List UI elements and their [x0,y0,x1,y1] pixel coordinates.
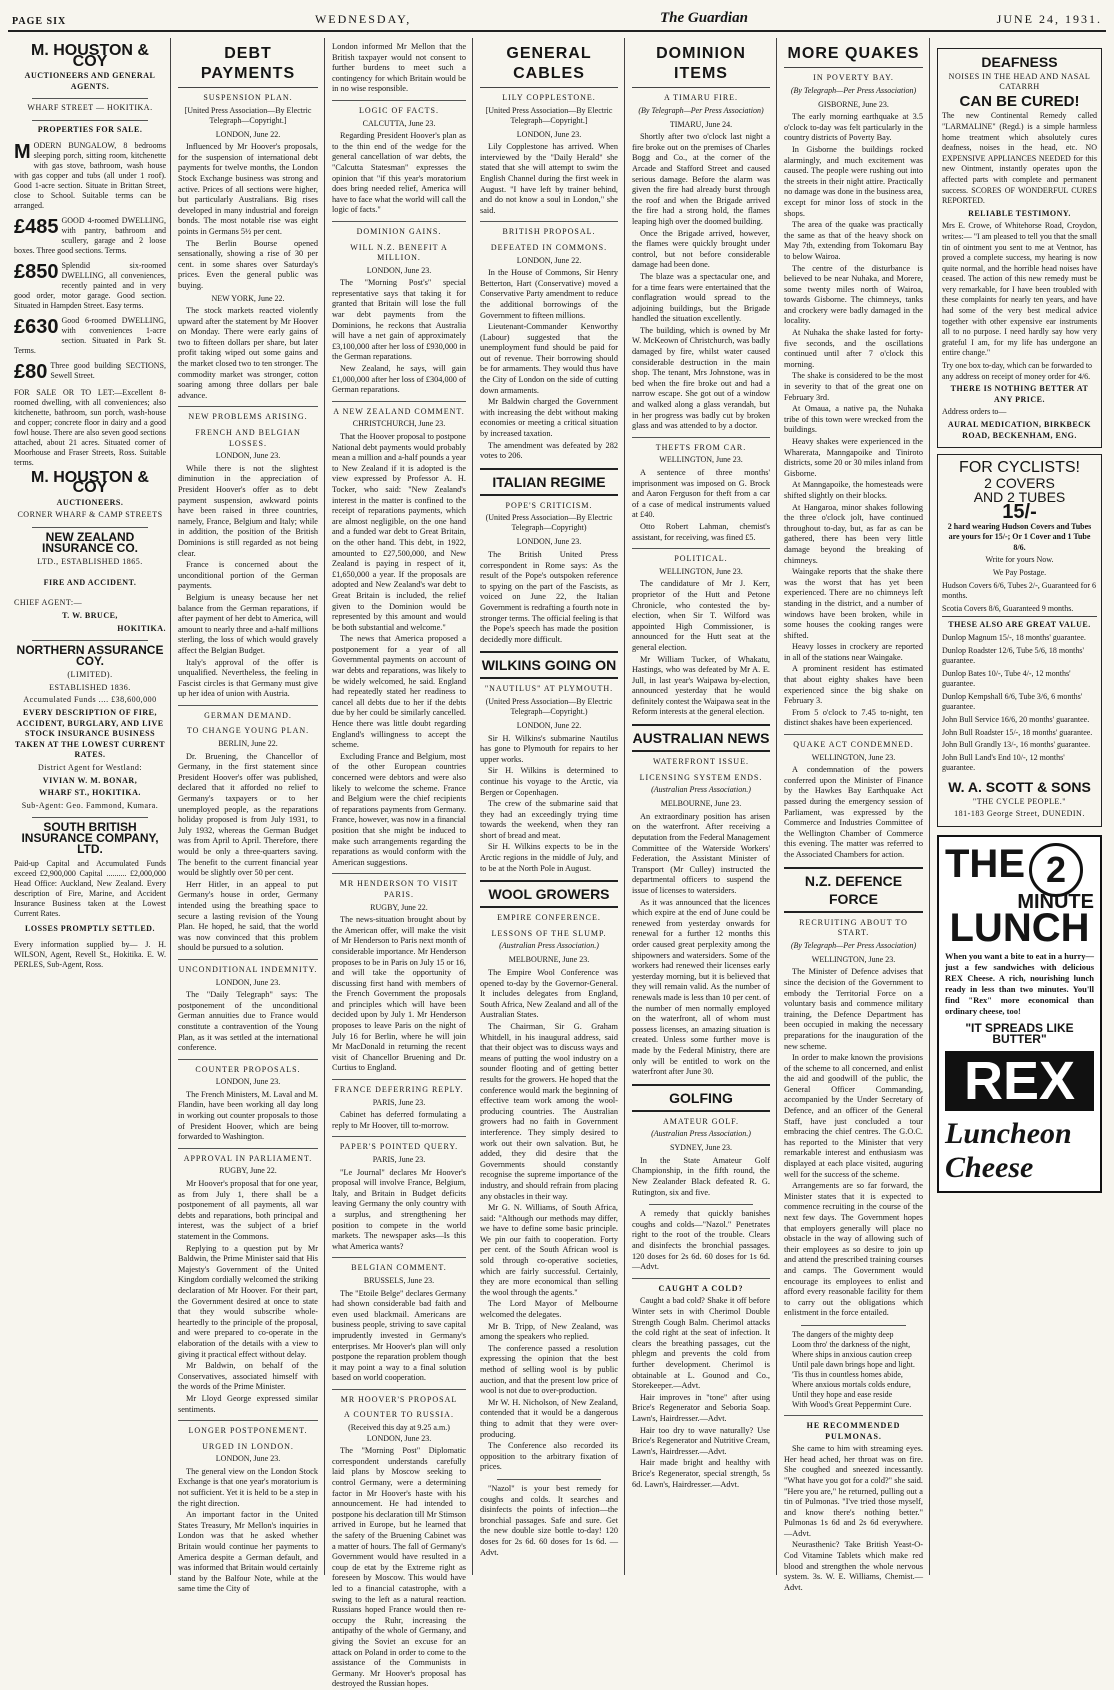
column-dominion-items [628,42,774,1575]
paragraph: Once the Brigade arrived, however, the flames were quickly brought under control, but not before considerable damage had been done. [632,228,770,270]
property-listing: £850 Splendid six-roomed DWELLING, all conveniences, recently painted and in very good order, motor garage. Good section. Situated in Hampden Street. Easy terms. [14,260,166,310]
page-number: PAGE SIX [12,16,67,27]
dateline: (Received this day at 9.25 a.m.) LONDON, June 23. [348,1423,450,1443]
article-subhead: SUSPENSION PLAN. [203,93,293,102]
cyclists-description: 2 hard wearing Hudson Covers and Tubes are yours for 15/-; Or 1 Cover and 1 Tube 8/6. [947,521,1092,552]
dateline: RUGBY, June 22. [370,902,428,912]
south-british-losses: LOSSES PROMPTLY SETTLED. [25,924,155,934]
houston-subtitle-2: AUCTIONEERS. [56,497,124,507]
south-british-heading: SOUTH BRITISH INSURANCE COMPANY, LTD. [21,820,159,856]
paragraph: The blaze was a spectacular one, and for a time fears were entertained that the conflagration would spread to the adjoining buildings, but the Brigade handled the situation excellently. [632,271,770,324]
cyclists-tyre-item: John Bull Land's End 10/-, 12 months' guarantee. [942,752,1065,773]
paragraph: Sir H. Wilkins is determined to continue his voyage to the Arctic, via Bergen or Copenhagen. [480,766,618,797]
column-debt-payments [174,42,322,1594]
cyclists-great-value: THESE ALSO ARE GREAT VALUE. [942,616,1097,631]
article-subhead: IN POVERTY BAY. [813,73,894,82]
paragraph: The area of the quake was practically the same as that of the heavy shock on May 7th, extending from Tokomaru Bay to below Wairoa. [784,220,923,261]
dateline: WELLINGTON, June 23. [659,455,743,465]
property-listing: £630 Good 6-roomed DWELLING, with conveniences 1-acre section. Situated in Park St. Terms. [14,315,166,355]
advertisement-text: Hair too dry to wave naturally? Use Brice's Regenerator and Nutritive Cream, Lawn's, Hairdresser.—Advt. [632,1425,770,1456]
cyclists-tyre-item: John Bull Grandly 13/-, 16 months' guarantee. [942,740,1091,750]
dateline: WELLINGTON, June 23. [811,752,896,762]
verse-line: With Wood's Great Peppermint Cure. [792,1399,912,1409]
paragraph: Mr William Tucker, of Whakatu, Hastings, who was defeated by Mr A. E. Jull, in last year's Waipawa by-election, announced yesterday that he would definitely contest the Waipawa seat in the Reform interests at the general election. [632,654,770,717]
paragraph: A prominent resident has estimated that about eighty shakes have been experienced since the big shake on February 3. [784,664,923,706]
dateline: TIMARU, June 24. [669,119,733,129]
rex-spreads: "IT SPREADS LIKE BUTTER" [965,1021,1074,1046]
article-subhead: RECRUITING ABOUT TO START. [799,917,908,938]
cyclists-covers: 2 COVERS [984,474,1055,491]
column-more-quakes [780,42,927,1592]
paragraph: The Minister of Defence advises that since the decision of the Government to embody the Territorial Force on a voluntary basis and commence military training, the Defence Department has been occupied in making the necessary preparations for the inauguration of the new scheme. [784,967,923,1051]
deafness-try: Try one box to-day, which can be forwarded to any address on receipt of money order for 4/6. [942,361,1093,381]
dateline: WELLINGTON, June 23. [811,954,896,964]
dateline: WELLINGTON, June 23. [659,566,743,576]
dateline: BERLIN, June 22. [218,739,278,749]
paragraph: London informed Mr Mellon that the British taxpayer would not consent to further burdens to meet such a contingency for which Britain would be in no wise responsible. [332,42,466,94]
dateline: MELBOURNE, June 23. [508,955,590,965]
paragraph: Belgium is uneasy because her net balance from the German reparations, if after payment of her debt to America, will amount to nearly three and a-half millions sterling, the loss of which would gravely affect the Belgian Budget. [178,592,318,655]
article-subhead: A NEW ZEALAND COMMENT. [332,401,466,418]
dateline: LONDON, June 23. [215,977,281,987]
clock-icon [1029,843,1083,897]
dateline: LONDON, June 22. [215,129,281,139]
scott-heading: W. A. SCOTT & SONS [948,779,1091,796]
paragraph: Mr Baldwin charged the Government with increasing the debt without making economies or meeting a critical situation by increased taxation. [480,397,618,439]
property-listing: £485 GOOD 4-roomed DWELLING, with pantry, bathroom and scullery, garage and 2 loose boxes. Three good sections. Terms. [14,215,166,255]
dateline: LONDON, June 22. [516,720,582,730]
property-listing: £80 Three good building SECTIONS, Sewell Street. [14,360,166,383]
deafness-reliable: RELIABLE TESTIMONY. [968,208,1071,218]
paragraph: Dr. Bruening, the Chancellor of Germany, in the first statement since President Hoover's offer was published, declared that it afforded no relief to Germany's taxpayers or to her unemployed people, as the reparations holiday proposed is from July 1931, to July 1932, whereas the German Budget was from April to April. Therefore, there would be only a three-quarters saving. The benefit to the current financial year would be slightly over 50 per cent. [178,751,318,878]
cyclists-ad [937,454,1102,827]
south-british-capital: Paid-up Capital and Accumulated Funds exceed £2,900,000 Capital .......... £2,000,000 Head Office: Auckland, New Zealand. Every description of Fire, Marine, and Accident Insurance Business taken at the Lowest Current Rates. [14,859,166,919]
article-subhead: LOGIC OF FACTS. [332,100,466,117]
houston-heading: M. HOUSTON & COY [31,42,149,70]
paragraph: New Zealand, he says, will gain £1,000,000 after her loss of £304,000 of German reparations. [332,364,466,395]
paragraph: Lieutenant-Commander Kenworthy (Labour) suggested that the unemployment fund should be paid for out of revenue. Their borrowing should be for armaments. They would thus have the City of London on the side of cutting down armaments. [480,322,618,395]
dateline: BRUSSELS, June 23. [363,1275,435,1285]
paragraph: The shake is considered to be the most in severity to that of the great one on February 3rd. [784,371,923,402]
article-subhead: MR HENDERSON TO VISIT PARIS. [332,873,466,900]
paragraph: Shortly after two o'clock last night a fire broke out on the premises of Charles Bogg and Co., at the corner of the Arcade and Stafford Street and caused serious damage. Before the alarm was given the fire had already burst through the roof and when the Brigade arrived the fire had a strong hold, the flames leaping high over the doomed building. [632,132,770,226]
northern-district-label: District Agent for Westland: [37,763,143,773]
paragraph: Cabinet has deferred formulating a reply to Mr Hoover, till to-morrow. [332,1110,466,1130]
verse-line: Where anxious mortals colds endure, [792,1379,911,1389]
deafness-address: AURAL MEDICATION, BIRKBECK ROAD, BECKENHAM, ENG. [947,420,1092,440]
houston-address-2: CORNER WHARF & CAMP STREETS [17,510,163,520]
paragraph: "Le Journal" declares Mr Hoover's proposal will involve France, Belgium, Italy, and Britain in Budget deficits leaving Germany the only country with a surplus, and strengthening her position to compete in the world markets. The newspaper asks—Is this what America wants? [332,1167,466,1251]
houston-address: WHARF STREET — HOKITIKA. [27,103,153,113]
paragraph: At Manngapoike, the homesteads were shifted slightly on their blocks. [784,480,923,500]
paragraph: The Empire Wool Conference was opened to-day by the Governor-General. It includes delegates from England, South Africa, New Zealand and all of the Australian States. [480,968,618,1020]
article-subhead: MR HOOVER'S PROPOSAL [332,1389,466,1406]
paragraph: Replying to a question put by Mr Baldwin, the Prime Minister said that His Majesty's Government of the United Kingdom cordially welcomed the striking declaration of Mr Hoover. For their part, the Government desired at once to state that they would subscribe whole-heartedly to the principle of the proposal, and were prepared to co-operate in the elaboration of the details with a view to giving it practical effect without delay. [178,1243,318,1359]
article-credit: (United Press Association—By Electric Telegraph—Copyright.) [485,696,613,716]
advertisement-text: A remedy that quickly banishes coughs and colds—"Nazol." Penetrates right to the root of the trouble. Clears and disinfects the bronchial passages. 120 doses for 2s 6d. 60 doses for 1s 6d.—Advt. [632,1209,770,1272]
paragraph: Regarding President Hoover's plan as to the thin end of the wedge for the general cancellation of war debts, the "Calcutta Statesman" expresses the opinion that "if this year's moratorium does bring needed relief, America will have to face what the world will call the logic of facts." [332,131,466,215]
article-credit: (Australian Press Association.) [651,785,751,795]
rex-two: 2 [1045,848,1067,890]
article-subhead: THEFTS FROM CAR. [632,437,770,454]
cyclists-tyre-item: Dunlop Kempshall 6/6, Tube 3/6, 6 months' guarantee. [942,691,1083,712]
paragraph: Italy's approval of the offer is unqualified. Nevertheless, the feeling in Fascist circles is that Germany must give up her idea of union with Austria. [178,657,318,699]
cyclists-postage: We Pay Postage. [992,567,1047,577]
article-subhead: BELGIAN COMMENT. [332,1257,466,1274]
paragraph: An extraordinary position has arisen on the waterfront. After receiving a deputation from the Federal Management Committee of the Waterside Workers' Federation, the Assistant Minister of Transport (Mr Culley) instructed the departmental officers to suspend the issue of licenses to watersiders. [632,811,770,895]
article-subhead: AMATEUR GOLF. [663,1116,739,1126]
houston-subtitle: AUCTIONEERS AND GENERAL AGENTS. [24,71,156,91]
article-title: DEBT PAYMENTS [178,44,318,88]
nzi-agent-label: CHIEF AGENT:— [14,598,83,608]
paragraph: The stock markets reacted violently upward after the statement by Mr Hoover on Monday. There were early gains of two to fifteen dollars per share, but later profit taking wiped out some gains and the market closed two to ten stronger. The commodity market was stronger, cotton soaring among three dollars per bale advance. [178,306,318,400]
advertisement-text: Hair made bright and healthy with Brice's Regenerator, special strength, 5s 6d. Lawn's, Hairdresser.—Advt. [632,1458,770,1489]
dateline: MELBOURNE, June 23. [660,799,742,809]
nzi-heading: NEW ZEALAND INSURANCE CO. [41,529,138,555]
advertisement-text: She came to him with streaming eyes. Her head ached, her throat was on fire. She coughed and sneezed incessantly. "What have you got for a cold?" she said. "Here you are," he returned, pulling out a tin of Pulmonas. "I've tried those myself, and know there's nothing better." Pulmonas 1s 6d and 2s 6d everywhere. —Advt. [784,1444,923,1538]
cyclists-tubes: AND 2 TUBES [973,489,1066,506]
nzi-fire: FIRE AND ACCIDENT. [43,577,137,587]
paragraph: That the Hoover proposal to postpone National debt payments would probably mean a million and a-half pounds a year to New Zealand if it is adopted is the view expressed by Professor A. H. Tocker, who said: "New Zealand's interest in the matter is confined to the receipt of reparations payments, which are almost negligible, on the one hand and a funded war debt to Great Britain, on the other hand. This debt, in 1922, amounted to £27,500,000, and New Zealand is paying in respect of it, £1,650,000 a year. If the proposals are adopted and New Zealand's war debt to Great Britain is included, the relief given to the Dominion would be represented by this amount and would be both substantial and welcome." [332,432,466,632]
deafness-ad [937,48,1102,448]
article-subhead: POLITICAL. [632,548,770,565]
nzi-agent-name: T. W. BRUCE, [62,610,118,620]
column-general-cables [476,42,622,1575]
paragraph: In Gisborne the buildings rocked alarmingly, and much excitement was caused. The people were rushing out into the streets in their night attire. Practically no damage was done in the business area, except for minor loss of stock in the shops. [784,144,923,218]
northern-agent-address: WHARF ST., HOKITIKA. [39,788,141,798]
south-british-info: Every information supplied by— J. H. WILSON, Agent, Revell St., Hokitika. E. W. PERLES, Sub-Agent, Ross. [14,939,166,969]
article-subhead: CAUGHT A COLD? [632,1278,770,1295]
paragraph: Heavy shakes were experienced in the Wharerata, Manngapoike and Tiniroto districts, some 20 or 30 miles inland from Gisborne. [784,437,923,478]
paragraph: Sir H. Wilkins expects to be in the Arctic regions in the middle of July, and to be at the North Pole in August. [480,842,618,873]
deafness-address-label: Address orders to— [942,407,1007,417]
cyclists-list-item: Scotia Covers 8/6, Guaranteed 9 months. [942,603,1074,613]
rex-lunch: LUNCH [949,906,1090,951]
article-subhead: HE RECOMMENDED PULMONAS. [784,1415,923,1442]
paragraph: The "Etoile Belge" declares Germany had shown considerable bad faith and even used blackmail. Americans are business people, striving to save capital imprudently invested in Germany's enterprises. Mr Hoover's plan will only postpone the reparation problem though it may point a way to a final solution based on world cooperation. [332,1288,466,1383]
paragraph: The news-situation brought about by the American offer, will make the visit of Mr Henderson to Paris next month of considerable importance. Mr Henderson proposes to be in Paris on July 15 or 16, and will take the opportunity of discussing first hand with members of the French Government the proposals and principles which will have been decided upon by July 1. Mr Henderson proposes to leave Paris on the night of July 16 for Berlin, where he will join Mr MacDonald in returning the recent visit of Chancellor Bruening and Dr. Curtius to England. [332,915,466,1073]
article-subhead: COUNTER PROPOSALS. [178,1059,318,1076]
property-listing: MODERN BUNGALOW, 8 bedrooms sleeping porch, sitting room, kitchenette with gas stove, bathroom, wash house with gas copper and tubs (all under 1 roof). Good 1-acre section. Situate in Brittan Street, close to School. Suitable terms can be arranged. [14,140,166,210]
verse-line: Until pale dawn brings hope and light. [792,1359,915,1369]
paragraph: The candidature of Mr J. Kerr, proprietor of the Hutt and Petone Chronicle, who contested the by-election, when Sir T. Wilford was appointed High Commissioner, is announced for the Hutt seat at the general election. [632,579,770,652]
dateline: CHRISTCHURCH, June 23. [352,419,446,429]
houston-heading-2: M. HOUSTON & COY [31,468,149,497]
paragraph: In the House of Commons, Sir Henry Betterton, Hart (Conservative) moved a Conservative Party amendment to reduce the additional borrowings of the Government to fifteen millions. [480,268,618,320]
dateline: GISBORNE, June 23. [818,99,889,109]
paragraph: Mr B. Tripp, of New Zealand, was among the speakers who replied. [480,1321,618,1342]
rex-the: THE [945,841,1025,886]
verse-line: Loom thro' the darkness of the night, [792,1339,911,1349]
rex-product: Luncheon Cheese [945,1116,1072,1184]
article-title: DOMINION ITEMS [632,44,770,88]
nzi-agent-town: HOKITIKA. [117,623,166,633]
article-title: ITALIAN REGIME [480,468,618,496]
dateline: LONDON, June 23. [215,1454,281,1464]
article-subhead: BRITISH PROPOSAL. [480,221,618,238]
paragraph: The Berlin Bourse opened sensationally, showing a rise of 30 per cent. in some shares over Saturday's prices. Even the general public was buying. [178,238,318,290]
paragraph: Lily Copplestone has arrived. When interviewed by the "Daily Herald" she stated that she will attempt to swim the English Channel during the first week in August. "I have left by trainer behind, and do not know a soul in London," she said. [480,142,618,215]
paragraph: The British United Press correspondent in Rome says: As the result of the Pope's outspoken reference to spying on the part of the Fascists, as voiced on June 22, the Italian Government is redrafting a fourth note in stronger terms. The official feeling is that the Pope's speech has made the position decidedly more difficult. [480,550,618,644]
cyclists-tyre-item: Dunlop Bates 10/-, Tube 4/-, 12 months' guarantee. [942,668,1071,689]
rex-cheese-ad [937,835,1102,1193]
paragraph: Excluding France and Belgium, most of the other European countries concerned were debtors and were also likely to welcome the scheme. France and Belgium were the chief recipients of reparations payments from Germany. France, however, was now in a financial position that she might be induced to make such arrangements regarding the reparations as would conform with the American suggestions. [332,751,466,867]
dateline: LONDON, June 23. [366,265,432,275]
article-title: AUSTRALIAN NEWS [632,724,770,752]
column-ads-left [10,42,170,1575]
paragraph: The general view on the London Stock Exchange is that one year's moratorium is not sufficient. Yet it is held to be a step in the right direction. [178,1466,318,1508]
deafness-title: DEAFNESS [981,54,1058,70]
dateline: LONDON, June 22. [516,255,582,265]
article-credit: (Australian Press Association.) [651,1129,751,1139]
article-credit: (Australian Press Association.) [499,941,599,951]
paragraph: The "Morning Post's" special representative says that taking it for granted that Britain will lose the full war debt payments from the Dominions, he reckons that Australia will have a net gain of approximately £3,100,000 after her loss of £930,000 in the German reparations. [332,278,466,362]
article-credit: (By Telegraph—Per Press Association) [790,940,917,950]
article-subhead: WATERFRONT ISSUE. [653,757,749,767]
paragraph: From 5 o'clock to 7.45 to-night, ten distinct shakes have been experienced. [784,707,923,728]
northern-ltd: (LIMITED). [67,670,113,680]
dateline: RUGBY, June 22. [219,1166,277,1176]
masthead-date: JUNE 24, 1931. [996,12,1102,26]
paragraph: The "Daily Telegraph" says: The postponement of the unconditional German annuities due to France would constitute a contravention of the Young Plan, as it was settled at the international conference. [178,990,318,1053]
article-subhead: NEW PROBLEMS ARISING. [178,406,318,423]
advertisement-text: Hair improves in "tone" after using Brice's Regenerator and Seboria Soap. Lawn's, Hairdresser.—Advt. [632,1392,770,1423]
article-title: WOOL GROWERS [480,880,618,908]
column-debt-continued [328,42,470,1689]
article-title: MORE QUAKES [784,44,923,68]
article-subhead: LONGER POSTPONEMENT. [178,1420,318,1437]
article-title: GOLFING [632,1084,770,1112]
cyclists-tyre-item: Dunlop Roadster 12/6, Tube 5/6, 18 months' guarantee. [942,645,1084,666]
dateline: SYDNEY, June 23. [669,1143,733,1153]
article-credit: [United Press Association—By Electric Telegraph—Copyright.] [184,105,312,125]
article-subhead: LILY COPPLESTONE. [502,93,596,102]
paragraph: At Hangaroa, minor shakes following the three o'clock jolt, have continued throughout to-day, but, as far as can be gathered, there has been very little damage beyond the breaking of chimneys. [784,502,923,565]
dateline: PARIS, June 23. [372,1097,426,1107]
newspaper-title: The Guardian [660,10,748,26]
paragraph: In the State Amateur Golf Championship, in the fifth round, the New Zealander Black defeated R. G. Rutington, six and five. [632,1155,770,1197]
rex-minute: MINUTE [1017,890,1094,913]
paragraph: The building, which is owned by Mr W. McKeown of Christchurch, was badly damaged by fire, whilst water caused considerable destruction in the main shop. The tenant, Mrs Johnstone, was in bed when the fire broke out and had a narrow escape. She got out of a window and walked along a glass verandah, but in her progress was badly cut by broken glass and was attended to by a doctor. [632,325,770,431]
dateline: PARIS, June 23. [372,1155,426,1164]
paragraph: The "Morning Post" Diplomatic correspondent understands carefully laid plans by Moscow seeking to control Germany, were a determining factor in Mr Hoover's haste with his announcement. He had intended to postpone his declaration till Mr Stimson arrived in Europe, but he learned that the safety of the Bruening Cabinet was a matter of hours. The fall of Germany's Government would have resulted in a coup de etat by the Extreme right as foreseen by Moscow. This would have led to a financial catastrophe, with a swing to the left as a natural reaction. Russians hoped France would then re-occupy the Ruhr, increasing the antipathy of the whole of Germany, and giving the Soviet an excuse for an attack on Poland in order to come to the assistance of the Communists in Germany. Mr Hoover's proposal has destroyed the Russian hopes. [332,1446,466,1689]
cyclists-tyre-item: Dunlop Magnum 15/-, 18 months' guarantee. [942,632,1086,642]
paragraph: The centre of the disturbance is believed to be near Nuhaka, and Morere, some twenty miles north of Wairoa, towards Gisborne. The chimneys, tanks and crockery were badly damaged in the locality. [784,263,923,326]
dateline: NEW YORK, June 22. [211,293,285,303]
paragraph: The Chairman, Sir G. Graham Whitdell, in his inaugural address, said that their object was to discuss ways and means of putting the wool industry on a sounder flooting and of getting better results for the growers. He hoped that the conference would mark the beginning of effective team work among the wool-producing countries. The Australian growers had no faith in Government interference. They simply desired to work out their own salvation. But, he added, they did desire that the Governments should constantly recognise the supreme importance of the industry, and should refrain from placing any obstacles in their way. [480,1022,618,1201]
properties-heading: PROPERTIES FOR SALE. [37,124,143,134]
article-credit: (By Telegraph—Per Press Association) [638,105,764,115]
deafness-testimony: Mrs E. Crowe, of Whitehorse Road, Croydon, writes:— "I am pleased to tell you that the small tin of ointment you sent to me at Ventnor, has proved a complete success, my hearing is now quite normal, and the horrible head noises have ceased. The action of this new remedy must be very remarkable, for I have been troubled with these complaints for nearly ten years, and have had some of the very best medical advice together with other expensive ear instruments all to no purpose. I need hardly say how very grateful I am, for my life has undergone an entire change." [942,221,1098,358]
paragraph: Mr G. N. Williams, of South Africa, said: "Although our methods may differ, we have to define some basic principle. We pin our faith to cooperation. Forty per cent. of the South African wool is sold through co-operative societies, which are fairly successful. Certainly, they are more economical than selling the wool through the agents." [480,1203,618,1297]
article-subhead: FRENCH AND BELGIAN LOSSES. [195,428,301,448]
rex-headline [945,843,1094,897]
paragraph: The amendment was defeated by 282 votes to 206. [480,440,618,461]
advertisement-text: "Nazol" is your best remedy for coughs and colds. It searches and disinfects the points of infection—the bronchial passages. Safe and sure. Get the new double size bottle to-day! 120 doses for 2s 6d. 60 doses for 1s 6d. —Advt. [480,1483,618,1557]
cyclists-tyre-item: John Bull Service 16/6, 20 months' guarantee. [942,715,1090,725]
paragraph: While there is not the slightest diminution in the appreciation of President Hoover's offer as to debt payment suspension, awkward points have been raised in three countries, namely, France, Belgium and Italy; while in addition, the position of the British Dominions is still regarded as not being clear. [178,463,318,558]
masthead [8,6,1106,32]
verse-line: 'Tis thus in countless homes abide, [792,1369,903,1379]
scott-address: 181-183 George Street, DUNEDIN. [954,809,1085,819]
paragraph: Otto Robert Lahman, chemist's assistant, for receiving, was fined £5. [632,521,770,542]
paragraph: Waingake reports that the shake there was the worst that has yet been experienced. There are no chimneys left standing in the district, and a number of windows have been broken, while in some houses the cooking ranges were shifted. [784,567,923,640]
paragraph: An important factor in the United States Treasury, Mr Mellon's inquiries in London was that he asked whether Britain would continue her payments to America despite a German default, and was informed that Britain would certainly stand by the Balfour Note, while at the same time the City of [178,1510,318,1594]
advertisement-text: Neurasthenic? Take British Yeast-O-Cod Vitamine Tablets which make red blood and strengthen the whole nervous system. 3s. W. E. Williams, Chemist.—Advt. [784,1540,923,1592]
article-subhead: LESSONS OF THE SLUMP. [491,928,607,938]
deafness-nothing-better: THERE IS NOTHING BETTER AT ANY PRICE. [950,384,1089,404]
article-subhead: LICENSING SYSTEM ENDS. [639,772,763,782]
paragraph: A sentence of three months' imprisonment was imposed on G. Brock and Aaron Ferguson for theft from a car of a case of medical instruments valued at £40. [632,468,770,520]
rex-logo: REX [945,1051,1094,1111]
northern-agent-name: VIVIAN W. M. BONAR, [42,775,138,785]
dateline: LONDON, June 23. [516,537,582,547]
paragraph: Mr Hoover's proposal that for one year, as from July 1, there shall be a postponement of all payments, all war debts and reparations, both principal and interest, was the subject of a brief statement in the Commons. [178,1179,318,1241]
article-subhead: WILL N.Z. BENEFIT A MILLION. [350,242,448,263]
paragraph: The conference passed a resolution expressing the opinion that the best method of selling wool is by public auction, and that the present low price of wool is not due to over-production. [480,1343,618,1396]
article-credit: (United Press Association—By Electric Telegraph—Copyright) [485,513,613,533]
dateline: LONDON, June 23. [516,129,582,139]
article-subhead: POPE'S CRITICISM. [505,500,593,510]
article-subhead: DOMINION GAINS. [332,221,466,238]
paragraph: The Lord Mayor of Melbourne welcomed the delegates. [480,1299,618,1320]
article-subhead: "NAUTILUS" AT PLYMOUTH. [484,684,614,694]
dateline: LONDON, June 23. [215,451,281,461]
northern-sub-agent: Sub-Agent: Geo. Fammond, Kumara. [21,800,159,810]
article-subhead: APPROVAL IN PARLIAMENT. [178,1148,318,1165]
deafness-subtitle: NOISES IN THE HEAD AND NASAL CATARRH [948,71,1091,92]
article-subhead: EMPIRE CONFERENCE. [497,913,601,923]
verse [784,1330,923,1410]
article-subhead: QUAKE ACT CONDEMNED. [784,734,923,751]
paragraph: Mr W. H. Nicholson, of New Zealand, contended that it would be a dangerous thing to admit that they were over-producing. [480,1397,618,1439]
cyclists-write: Write for yours Now. [985,555,1054,565]
dateline: LONDON, June 23. [215,1077,281,1087]
paragraph: France is concerned about the unconditional portion of the German payments. [178,560,318,591]
article-title: WILKINS GOING ON [480,651,618,679]
northern-heading: NORTHERN ASSURANCE COY. [16,643,164,668]
paragraph: Mr Lloyd George expressed similar sentiments. [178,1393,318,1414]
article-subhead: A COUNTER TO RUSSIA. [344,1410,454,1420]
article-subhead: DEFEATED IN COMMONS. [490,242,608,252]
paragraph: The French Ministers, M. Laval and M. Flandin, have been working all day long in working out counter proposals to those of President Hoover, which are being forwarded to Washington. [178,1089,318,1142]
nzi-established: LTD., ESTABLISHED 1865. [37,557,143,567]
cyclists-list-item: Hudson Covers 6/6, Tubes 2/-, Guaranteed for 6 months. [942,580,1096,601]
deafness-cured: CAN BE CURED! [959,92,1080,110]
column-ads-right [933,42,1106,1575]
masthead-day: WEDNESDAY, [314,12,412,26]
for-sale-notice: FOR SALE OR TO LET:—Excellent 8-roomed dwelling, with all conveniences; also kitchenette, bathroom, sun porch, wash-house and copper; concrete floor in dairy and a good fowl house. There are also seven good sections attached, about 21 acres. Situated corner of Moorhouse and Fraser Streets, Ross. Suitable terms. [14,387,166,467]
article-subhead: A TIMARU FIRE. [663,93,739,102]
article-subhead: TO CHANGE YOUNG PLAN. [186,726,310,736]
paragraph: Heavy losses in crockery are reported in all of the stations near Waingake. [784,642,923,662]
paragraph: The early morning earthquake at 3.5 o'clock to-day was felt particularly in the country districts of Poverty Bay. [784,112,923,143]
dateline: CALCUTTA, June 23. [362,118,436,128]
paragraph: The crew of the submarine said that they had an exceedingly trying time towards the weekend, when they ran short of bread and meat. [480,799,618,840]
northern-funds: Accumulated Funds .... £38,600,000 [23,695,157,705]
article-credit: [United Press Association—By Electric Telegraph—Copyright.] [485,105,613,125]
verse-line: The dangers of the mighty deep [792,1329,894,1339]
paragraph: Mr Baldwin, on behalf of the Conservatives, associated himself with the words of the Prime Minister. [178,1361,318,1392]
northern-established: ESTABLISHED 1836. [49,682,131,692]
paragraph: The news that America proposed a postponement for a year of all Governmental payments on account of war debts and reparations, was likely to be widely welcomed, he said. England had repeatedly stated her readiness to cancel all debts due to her if the debts due by her could be similarly cancelled. Hence there was little doubt regarding England's willingness to accept the scheme. [332,634,466,750]
verse-line: Until they hope and ease reside [792,1389,893,1399]
article-credit: (By Telegraph—Per Press Association) [790,85,917,95]
northern-description: EVERY DESCRIPTION OF FIRE, ACCIDENT, BURGLARY, AND LIVE STOCK INSURANCE BUSINESS TAKEN AT THE LOWEST CURRENT RATES. [14,708,166,760]
paragraph: At Nuhaka the shake lasted for forty-five seconds, and the oscillations continued until after 7 o'clock this morning. [784,328,923,369]
cyclists-title: FOR CYCLISTS! [959,459,1080,477]
cyclists-price: 15/- [1002,500,1037,523]
advertisement-text: Caught a bad cold? Shake it off before Winter sets in with Cherimol Double Strength Cough Balm. Cherimol attacks the cold right at the seat of infection. It clears the breathing passages, cut the phlegm and prevents the cold from further development. Cherimol is obtainable at L. Gounod and Co., Storekeeper.—Advt. [632,1296,770,1391]
article-title: GENERAL CABLES [480,44,618,88]
article-subhead: GERMAN DEMAND. [178,705,318,722]
paragraph: Herr Hitler, in an appeal to put Germany's house in order, Germany intended using the breathing space to secure a lasting revision of the Young Plan. He hoped, he said, that the world was now convinced that this problem should be pursued to a solution. [178,879,318,953]
article-subhead: UNCONDITIONAL INDEMNITY. [178,959,318,976]
article-subhead: FRANCE DEFERRING REPLY. [332,1079,466,1096]
article-subhead: URGED IN LONDON. [202,1441,294,1451]
paragraph: Sir H. Wilkins's submarine Nautilus has gone to Plymouth for repairs to her upper works. [480,733,618,764]
article-subhead: PAPER'S POINTED QUERY. [332,1136,466,1153]
paragraph: At Omaua, a native pa, the Nuhaka tribe of this town were wrecked from the buildings. [784,404,923,435]
paragraph: As it was announced that the licences which expire at the end of June could be renewed from yesterday onwards for renewal for a further 12 months this order caused great perplexity among the shipowners and watersiders. Some of the workers had renewed their licenses early yesterday morning, but it is believed that they will remain valid. As the number of renewals made is less than 10 per cent. of the number of men normally employed on the waterfront, all of whom must possess licenses, an amazing situation is created. Unless some further move is made by the Federal Ministry, there are only will be entitled to work on the waterfront after June 30. [632,897,771,1077]
paragraph: Influenced by Mr Hoover's proposals, for the suspension of international debt payments for twelve months, the London Stock Exchange business was strong and active. Prices of all sections were higher, but particularly Australians. Big rises developed in many industrial and foreign bonds. The most notable rise was eight points in Germans 5½ per cent. [178,142,318,236]
paragraph: The Conference also recorded its opposition to the arbitrary fixation of prices. [480,1441,618,1472]
cyclists-tyre-item: John Bull Roadster 15/-, 18 months' guarantee. [942,727,1093,737]
paragraph: Arrangements are so far forward, the Minister states that it is expected to commence recruiting in the course of the next few days. The Government hopes that employers generally will place no obstacle in the way of allowing such of their employees as so desire to join up and attend the prescribed training courses and camps. The Government would encourage its employees to enlist and afford every reasonable facility for them to carry out the obligations which enlistment in the force entailed. [784,1181,923,1318]
article-title: N.Z. DEFENCE FORCE [784,867,923,913]
deafness-body: The new Continental Remedy called "LARMALINE" (Regd.) is a simple harmless home treatment which absolutely cures deafness, noises in the head, etc. NO EXPENSIVE APPLIANCES NEEDED for this new Ointment, instantly operates upon the affected parts with complete and permanent success. SCORES OF WONDERFUL CURES REPORTED. [942,111,1097,206]
paragraph: A condemnation of the powers conferred upon the Minister of Finance by the Hawkes Bay Earthquake Act passed during the emergency session of Parliament, was expressed by the Commerce and Industries Committee of the Wellington Chamber of Commerce this evening. The matter was referred to the Associated Chambers for action. [784,765,923,859]
verse-line: Where ships in anxious caution creep [792,1349,912,1359]
rex-body: When you want a bite to eat in a hurry—just a few sandwiches with delicious REX Cheese. A rich, nourishing lunch ready in less than two minutes. You'll find "Rex" more economical than ordinary cheese, too! [945,951,1094,1017]
scott-subtitle: "THE CYCLE PEOPLE." [972,796,1067,806]
paragraph: In order to make known the provisions of the scheme to all concerned, and enlist the aid and goodwill of the public, the General Officer Commanding, accompanied by the Under Secretary of Defence, and an officer of the General Staff, have just concluded a tour embracing the chief centres. The G.O.C. has reported to the Minister that very remarkable interest and enthusiasm was displayed at each place visited, auguring well for the success of the scheme. [784,1053,923,1179]
